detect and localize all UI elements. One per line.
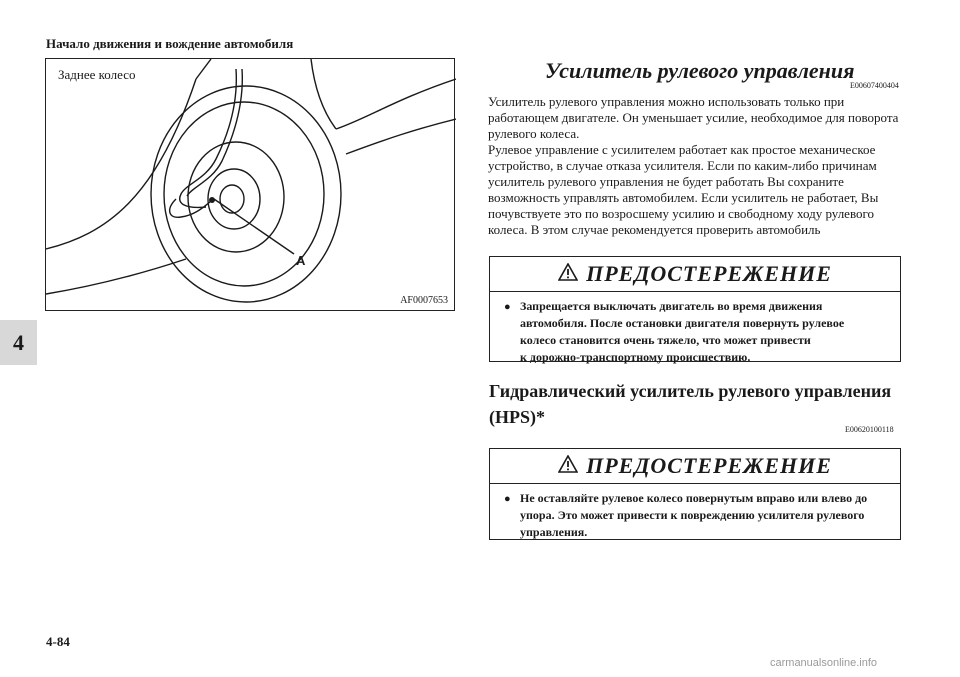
section-code: E00607400404 — [850, 81, 899, 90]
figure-caption: Заднее колесо — [58, 67, 136, 82]
warning-header — [490, 449, 900, 484]
figure-code: AF0007653 — [400, 295, 448, 306]
warning-text: Запрещается выключать двигатель во время движения автомобиля. После остановки двигателя повернуть рулевое колесо становится очень тяжело, что может привести к дорожно-транспортному происшествию. — [520, 299, 845, 364]
section-body — [488, 94, 908, 238]
warning-item — [490, 484, 900, 545]
running-header: Начало движения и вождение автомобиля — [46, 36, 294, 51]
subsection-code: E00620100118 — [845, 425, 894, 434]
rear-wheel-figure — [45, 58, 455, 311]
body-paragraph: Усилитель рулевого управления можно использовать только при работающем двигателе. Он уменьшает усилие, необходимое для поворота рулевого колеса. — [488, 94, 899, 141]
bullet-icon: ● — [504, 493, 511, 505]
rear-wheel-illustration — [46, 59, 456, 312]
subsection-title: Гидравлический усилитель рулевого управления (HPS)* — [489, 381, 892, 427]
warning-box — [489, 256, 901, 362]
warning-item — [490, 292, 900, 370]
body-paragraph: Рулевое управление с усилителем работает как простое механическое устройство, в случае отказа усилителя. Если по каким-либо причинам усилитель рулевого управления не будет работать Вы сохраните возможность управлять автомобилем. Если усилитель не работает, Вы почувствуете это по возросшему усилию и свободному ходу рулевого колеса. В этом случае рекомендуется проверить автомобиль — [488, 142, 879, 237]
section-title: Усилитель рулевого управления — [545, 58, 855, 83]
warning-header — [490, 257, 900, 292]
watermark: carmanualsonline.info — [770, 657, 878, 669]
warning-title: ПРЕДОСТЕРЕЖЕНИЕ — [586, 453, 832, 478]
chapter-tab: 4 — [0, 320, 37, 365]
warning-box — [489, 448, 901, 540]
warning-title: ПРЕДОСТЕРЕЖЕНИЕ — [586, 261, 832, 286]
bullet-icon: ● — [504, 301, 511, 313]
warning-text: Не оставляйте рулевое колесо повернутым вправо или влево до упора. Это может привести к повреждению усилителя рулевого управления. — [520, 491, 868, 539]
page-number: 4-84 — [46, 634, 70, 649]
warning-triangle-icon — [558, 263, 578, 286]
warning-triangle-icon — [558, 455, 578, 478]
figure-callout-a: A — [296, 253, 306, 268]
